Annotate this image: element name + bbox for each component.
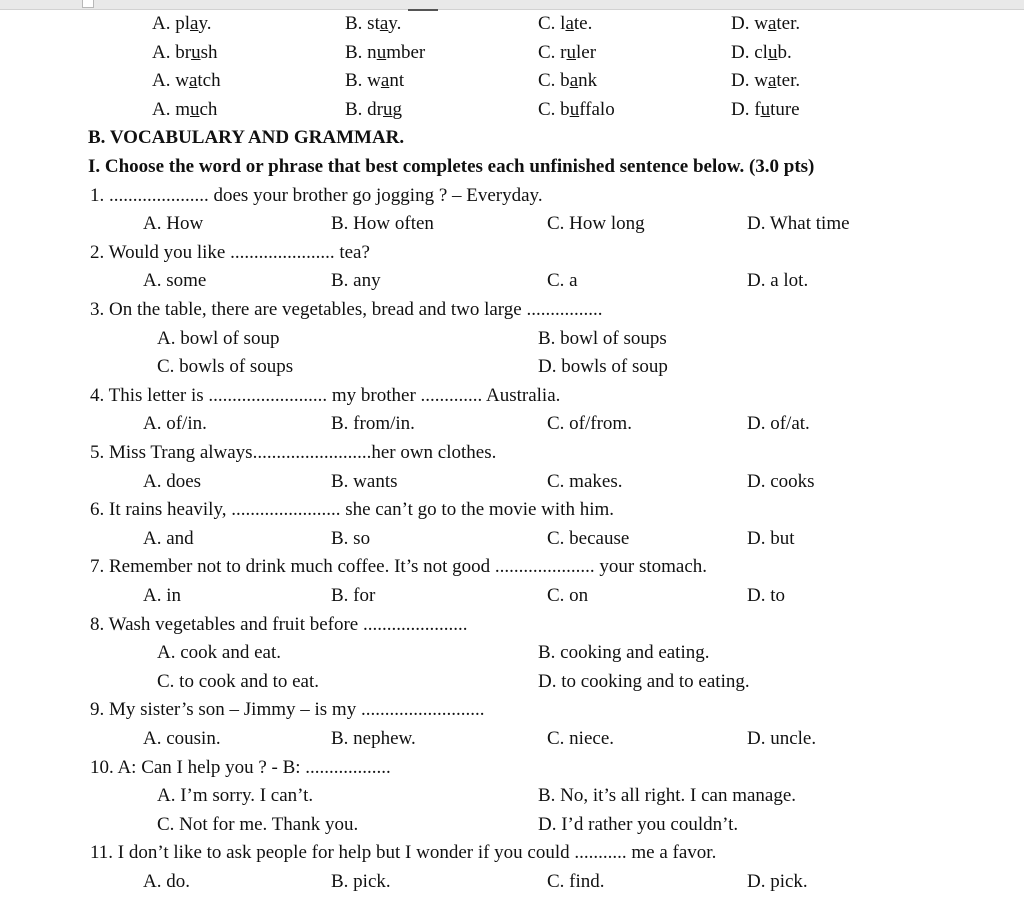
option-text-before: A. w [152,70,189,92]
option-text-before: D. w [731,13,768,34]
answer-option: C. because [547,527,630,549]
option-text-before: C. l [538,13,566,34]
part-i-heading: I. Choose the word or phrase that best completes each unfinished sentence below. (3.0 pts) [88,156,815,177]
option-text-after: ler [576,41,597,63]
options-row [0,668,1024,696]
phonetics-option [538,67,597,95]
section-heading-row [0,124,1024,152]
answer-option: C. bowls of soups [157,356,294,378]
options-row [0,267,1024,295]
phonetics-option [345,10,401,38]
underlined-letter: u [767,41,778,63]
phonetics-option [345,96,402,124]
question-stem: 1. ..................... does your brother go jogging ? – Everyday. [90,184,543,206]
option-text-after: ter. [776,70,801,92]
phonetics-row [0,39,1024,67]
option-text-after: sh [200,41,218,63]
options-row [0,782,1024,810]
answer-option: B. cooking and eating. [538,642,710,664]
option-text-after: ch [199,98,218,120]
underlined-letter: a [188,70,198,92]
underlined-letter: a [569,70,579,92]
answer-option: A. cousin. [143,728,221,749]
option-text-before: B. w [345,70,381,92]
answer-option: A. in [143,585,181,606]
option-text-before: B. n [345,41,377,63]
answer-option: B. bowl of soups [538,327,667,349]
answer-option: D. What time [747,213,850,235]
phonetics-option [538,10,592,38]
option-text-after: tch [197,70,221,92]
underlined-letter: a [767,70,777,92]
phonetics-option [538,39,596,67]
options-row [0,582,1024,610]
underlined-letter: a [565,13,574,34]
options-row [0,725,1024,753]
options-row [0,210,1024,238]
answer-option: B. pick. [331,871,391,892]
underlined-letter: a [767,13,777,34]
underlined-letter: u [566,41,576,63]
answer-option: B. from/in. [331,413,415,435]
underlined-letter: u [191,41,201,63]
option-text-after: nk [578,70,598,92]
answer-option: D. bowls of soup [538,356,668,378]
answer-option: B. How often [331,213,434,235]
question-stem: 6. It rains heavily, ....................... she can’t go to the movie with him. [90,499,615,521]
option-text-after: y. [198,13,212,34]
phonetics-option [731,96,800,124]
answer-option: C. How long [547,213,645,235]
answer-option: A. some [143,270,207,292]
option-text-before: D. f [731,98,761,120]
answer-option: B. nephew. [331,728,416,749]
question-stem: 5. Miss Trang always.........................her own clothes. [90,442,497,463]
options-row [0,811,1024,839]
question-stem-row [0,696,1024,724]
question-stem-row [0,553,1024,581]
option-text-before: D. w [731,70,768,92]
option-text-after: mber [386,41,426,63]
answer-option: A. I’m sorry. I can’t. [157,785,314,807]
phonetics-option [345,67,404,95]
answer-option: D. of/at. [747,413,810,435]
answer-option: C. find. [547,871,605,892]
question-stem-row [0,496,1024,524]
underlined-letter: u [760,98,771,120]
answer-option: A. and [143,527,194,549]
underlined-letter: u [376,41,387,63]
option-text-after: ture [770,98,800,120]
question-stem: 3. On the table, there are vegetables, bread and two large ................ [90,299,603,320]
answer-option: B. for [331,585,376,606]
underlined-letter: a [379,13,389,34]
answer-option: A. How [143,213,204,235]
option-text-before: C. b [538,98,570,120]
options-row [0,525,1024,553]
answer-option: A. cook and eat. [157,642,281,664]
underlined-letter: a [380,70,390,92]
phonetics-option [731,67,800,95]
phonetics-option [731,10,800,38]
options-row [0,868,1024,896]
answer-option: D. uncle. [747,728,817,749]
answer-option: B. wants [331,470,398,492]
answer-option: C. to cook and to eat. [157,670,319,692]
question-stem: 11. I don’t like to ask people for help but I wonder if you could ........... me a favor. [90,842,717,864]
option-text-after: nt [389,70,405,92]
question-stem-row [0,382,1024,410]
answer-option: D. I’d rather you couldn’t. [538,813,739,835]
answer-option: D. to [747,585,785,606]
question-stem: 7. Remember not to drink much coffee. It’s not good ..................... your stomach. [90,556,708,578]
phonetics-option [538,96,615,124]
phonetics-row [0,67,1024,95]
question-stem-row [0,296,1024,324]
option-text-after: ter. [776,13,801,34]
question-stem-row [0,754,1024,782]
option-text-before: C. r [538,41,567,63]
underlined-letter: a [190,13,199,34]
option-text-before: D. cl [731,41,768,63]
answer-option: A. of/in. [143,413,207,435]
options-row [0,325,1024,353]
underlined-letter: u [383,98,393,120]
answer-option: D. to cooking and to eating. [538,670,750,692]
answer-option: C. Not for me. Thank you. [157,813,359,835]
option-text-before: A. br [152,41,192,63]
options-row [0,410,1024,438]
answer-option: D. cooks [747,470,815,492]
answer-option: D. but [747,527,795,549]
question-stem-row [0,839,1024,867]
option-text-before: A. m [152,98,190,120]
part-heading-row [0,153,1024,181]
phonetics-option [152,96,217,124]
answer-option: C. of/from. [547,413,632,435]
options-row [0,468,1024,496]
options-row [0,353,1024,381]
answer-option: B. any [331,270,381,292]
answer-option: A. do. [143,871,190,892]
answer-option: D. a lot. [747,270,809,292]
question-stem-row [0,182,1024,210]
option-text-before: B. st [345,13,380,34]
options-row [0,639,1024,667]
phonetics-row [0,96,1024,124]
phonetics-option [345,39,425,67]
answer-option: D. pick. [747,871,808,892]
question-stem-row [0,439,1024,467]
phonetics-row [0,10,1024,38]
question-stem: 4. This letter is ......................... my brother ............. Australia. [90,384,561,406]
underlined-letter: u [569,98,580,120]
question-stem: 10. A: Can I help you ? - B: .................. [90,756,391,778]
phonetics-option [731,39,792,67]
option-text-after: b. [777,41,792,63]
answer-option: C. on [547,585,589,606]
option-text-after: g [392,98,402,120]
underlined-letter: u [190,98,200,120]
option-text-before: A. pl [152,13,190,34]
answer-option: B. so [331,527,371,549]
answer-option: C. a [547,270,578,292]
answer-option: A. does [143,470,202,492]
answer-option: C. makes. [547,470,623,492]
option-text-after: y. [388,13,402,34]
question-stem: 2. Would you like ...................... tea? [90,241,370,263]
option-text-before: B. dr [345,98,383,120]
phonetics-option [152,67,221,95]
question-stem: 9. My sister’s son – Jimmy – is my .......................... [90,699,485,721]
question-stem: 8. Wash vegetables and fruit before ...................... [90,613,468,635]
phonetics-option [152,39,217,67]
question-stem-row [0,611,1024,639]
option-text-after: ffalo [579,98,615,120]
option-text-before: C. b [538,70,570,92]
answer-option: C. niece. [547,728,615,749]
phonetics-option [152,10,211,38]
section-b-heading: B. VOCABULARY AND GRAMMAR. [88,127,405,149]
question-stem-row [0,239,1024,267]
answer-option: A. bowl of soup [157,327,280,349]
option-text-after: te. [573,13,593,34]
answer-option: B. No, it’s all right. I can manage. [538,785,797,807]
